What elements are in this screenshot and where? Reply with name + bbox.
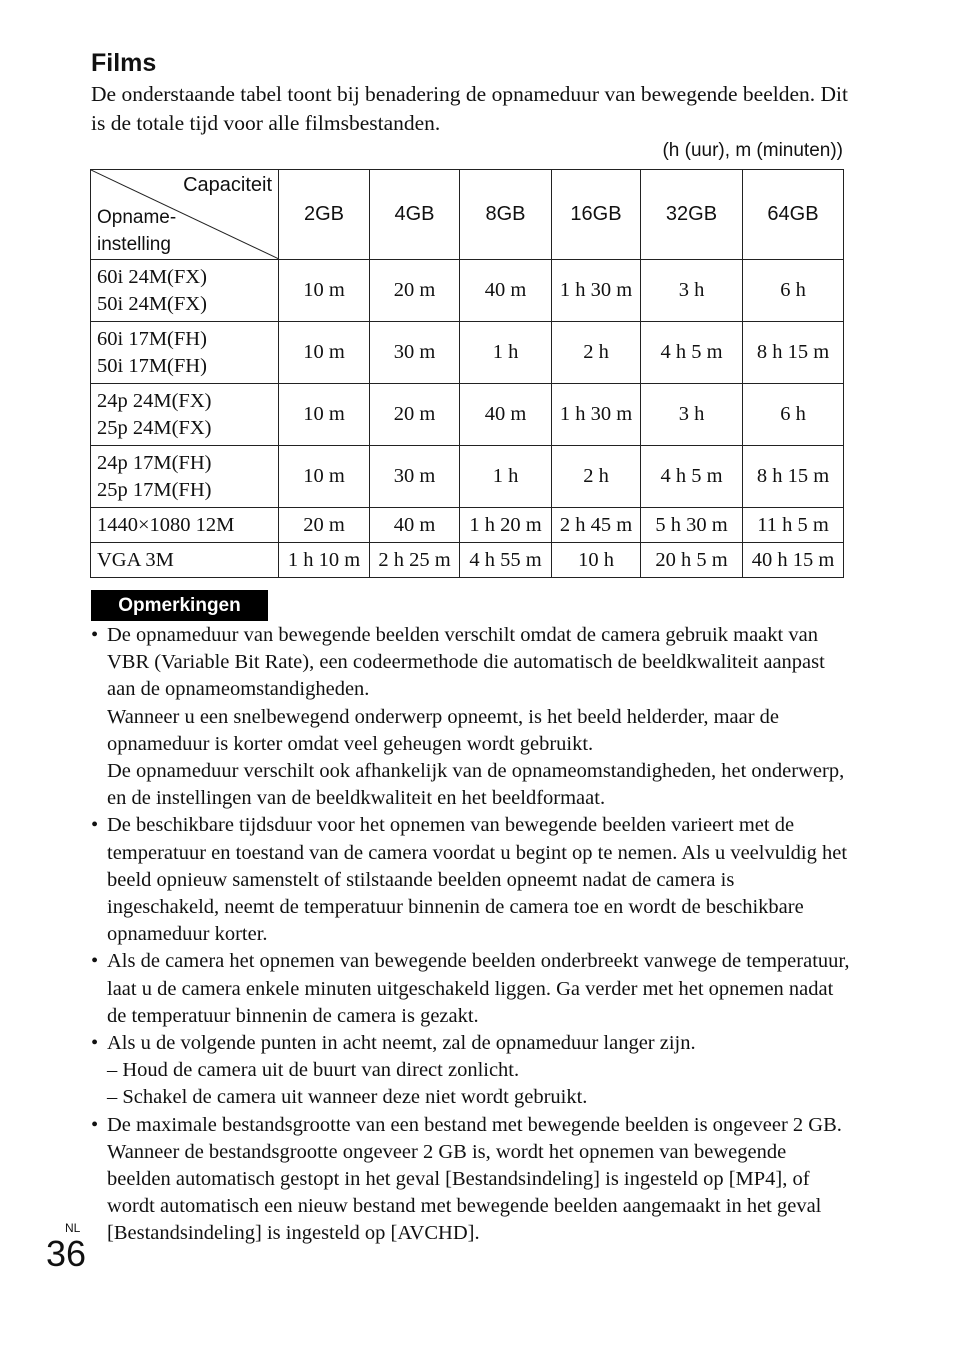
note-paragraph: – Schakel de camera uit wanneer deze niet wordt gebruikt. bbox=[107, 1086, 588, 1109]
table-cell: 11 h 5 m bbox=[743, 508, 844, 543]
row-label: 24p 24M(FX) 25p 24M(FX) bbox=[91, 384, 279, 446]
table-cell: 20 m bbox=[370, 384, 460, 446]
list-item bbox=[91, 812, 851, 948]
table-row bbox=[91, 543, 844, 578]
column-header: 2GB bbox=[279, 170, 370, 260]
language-code: NL bbox=[65, 1221, 81, 1235]
table-cell: 1 h bbox=[460, 446, 552, 508]
note-paragraph: De opnameduur verschilt ook afhankelijk van de opnameomstandigheden, het onderwerp, en de instellingen van de beeldkwaliteit en het beeldformaat. bbox=[107, 760, 845, 810]
table-row bbox=[91, 260, 844, 322]
table-cell: 1 h 30 m bbox=[552, 260, 641, 322]
unit-note: (h (uur), m (minuten)) bbox=[662, 140, 843, 161]
table-cell: 10 h bbox=[552, 543, 641, 578]
row-label: 24p 17M(FH) 25p 17M(FH) bbox=[91, 446, 279, 508]
table-cell: 20 h 5 m bbox=[641, 543, 743, 578]
column-header: 8GB bbox=[460, 170, 552, 260]
row-label: 60i 24M(FX) 50i 24M(FX) bbox=[91, 260, 279, 322]
column-header: 64GB bbox=[743, 170, 844, 260]
recording-time-table bbox=[90, 169, 844, 578]
column-header: 16GB bbox=[552, 170, 641, 260]
row-label: VGA 3M bbox=[91, 543, 279, 578]
table-cell: 5 h 30 m bbox=[641, 508, 743, 543]
list-item bbox=[91, 1030, 851, 1112]
list-item bbox=[91, 948, 851, 1030]
table-cell: 3 h bbox=[641, 260, 743, 322]
note-paragraph: Wanneer u een snelbewegend onderwerp opneemt, is het beeld helderder, maar de opnameduur is korter omdat veel geheugen wordt gebruikt. bbox=[107, 705, 780, 755]
notes-heading: Opmerkingen bbox=[91, 590, 268, 621]
table-cell: 1 h 10 m bbox=[279, 543, 370, 578]
table-cell: 8 h 15 m bbox=[743, 322, 844, 384]
table-cell: 1 h 20 m bbox=[460, 508, 552, 543]
bullet-icon: • bbox=[91, 1032, 99, 1055]
table-row bbox=[91, 446, 844, 508]
bullet-icon: • bbox=[91, 950, 99, 973]
table-cell: 20 m bbox=[279, 508, 370, 543]
setting-header: Opname- instelling bbox=[97, 207, 177, 255]
table-cell: 2 h bbox=[552, 322, 641, 384]
table-row bbox=[91, 508, 844, 543]
bullet-icon: • bbox=[91, 624, 99, 646]
table-cell: 10 m bbox=[279, 446, 370, 508]
table-cell: 10 m bbox=[279, 322, 370, 384]
table-header-row bbox=[91, 170, 844, 260]
table-cell: 20 m bbox=[370, 260, 460, 322]
bullet-icon: • bbox=[91, 814, 99, 837]
table-corner-cell bbox=[91, 170, 279, 260]
table-cell: 2 h bbox=[552, 446, 641, 508]
table-cell: 1 h 30 m bbox=[552, 384, 641, 446]
table-cell: 4 h 5 m bbox=[641, 322, 743, 384]
table-cell: 40 m bbox=[460, 384, 552, 446]
note-paragraph: – Houd de camera uit de buurt van direct zonlicht. bbox=[107, 1059, 520, 1082]
table-row bbox=[91, 322, 844, 384]
note-paragraph: De opnameduur van bewegende beelden verschilt omdat de camera gebruik maakt van VBR (Variable Bit Rate), een codeermethode die automatisch de beeldkwaliteit aanpast aan de opnameomstandigheden. bbox=[107, 624, 825, 701]
table-cell: 2 h 45 m bbox=[552, 508, 641, 543]
row-label: 1440×1080 12M bbox=[91, 508, 279, 543]
capacity-header: Capaciteit bbox=[183, 174, 272, 196]
table-cell: 4 h 5 m bbox=[641, 446, 743, 508]
note-paragraph: Als u de volgende punten in acht neemt, zal de opnameduur langer zijn. bbox=[107, 1032, 696, 1055]
table-cell: 6 h bbox=[743, 384, 844, 446]
table-cell: 6 h bbox=[743, 260, 844, 322]
table-cell: 1 h bbox=[460, 322, 552, 384]
table-cell: 2 h 25 m bbox=[370, 543, 460, 578]
table-cell: 40 m bbox=[460, 260, 552, 322]
table-cell: 4 h 55 m bbox=[460, 543, 552, 578]
note-paragraph: Als de camera het opnemen van bewegende beelden onderbreekt vanwege de temperatuur, laat u de camera enkele minuten uitgeschakeld liggen. Ga verder met het opnemen nadat de temperatuur binnenin de camera is gezakt. bbox=[107, 950, 850, 1027]
notes-list bbox=[91, 622, 851, 1248]
table-cell: 40 h 15 m bbox=[743, 543, 844, 578]
table-cell: 10 m bbox=[279, 384, 370, 446]
note-paragraph: De maximale bestandsgrootte van een bestand met bewegende beelden is ongeveer 2 GB. Wanneer de bestandsgrootte ongeveer 2 GB is, wordt het opnemen van bewegende beelden automatisch gestopt in het geval [Bestandsindeling] is ingesteld op [MP4], of wordt automatisch een nieuw bestand met bewegende beelden aangemaakt in het geval [Bestandsindeling] is ingesteld op [AVCHD]. bbox=[107, 1113, 842, 1245]
column-header: 4GB bbox=[370, 170, 460, 260]
list-item bbox=[91, 622, 851, 812]
table-cell: 30 m bbox=[370, 446, 460, 508]
table-row bbox=[91, 384, 844, 446]
row-label: 60i 17M(FH) 50i 17M(FH) bbox=[91, 322, 279, 384]
section-title: Films bbox=[91, 49, 157, 77]
table-cell: 10 m bbox=[279, 260, 370, 322]
bullet-icon: • bbox=[91, 1113, 99, 1136]
table-cell: 30 m bbox=[370, 322, 460, 384]
page-number: 36 bbox=[46, 1233, 87, 1274]
intro-text: De onderstaande tabel toont bij benadering de opnameduur van bewegende beelden. Dit is de totale tijd voor alle filmsbestanden. bbox=[91, 82, 849, 135]
list-item bbox=[91, 1112, 851, 1248]
table-cell: 40 m bbox=[370, 508, 460, 543]
column-header: 32GB bbox=[641, 170, 743, 260]
note-paragraph: De beschikbare tijdsduur voor het opnemen van bewegende beelden varieert met de temperatuur en toestand van de camera voordat u begint op te nemen. Als u veelvuldig het beeld opnieuw samenstelt of stilstaande beelden opneemt nadat de camera is ingeschakeld, neemt de temperatuur binnenin de camera toe en wordt de beschikbare opnameduur korter. bbox=[107, 814, 848, 946]
table-cell: 8 h 15 m bbox=[743, 446, 844, 508]
table-cell: 3 h bbox=[641, 384, 743, 446]
